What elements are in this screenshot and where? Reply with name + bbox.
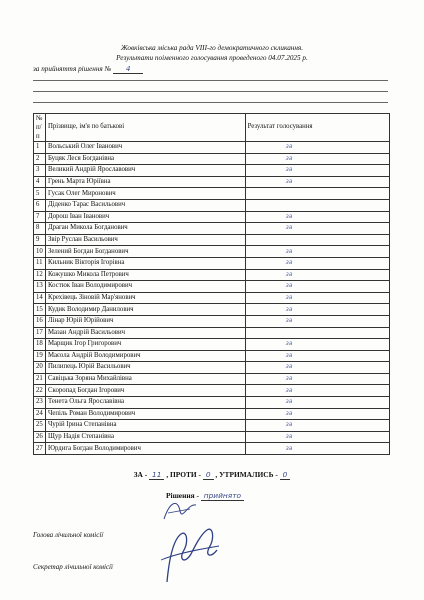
table-row <box>34 408 390 420</box>
council-title: Жовківська міська рада VIII-го демократичного скликання. <box>120 44 304 52</box>
row-number: 9 <box>34 234 46 246</box>
deputy-name: Крехівець Зіновій Мар'янович <box>45 292 245 304</box>
table-row <box>34 246 390 258</box>
row-number: 2 <box>34 153 46 165</box>
row-number: 3 <box>34 165 46 177</box>
secretary-signature <box>155 520 225 590</box>
row-number: 13 <box>34 281 46 293</box>
col-header-result: Результат голосування <box>245 114 389 142</box>
table-row <box>34 269 390 281</box>
za-label: ЗА - <box>133 470 148 479</box>
deputy-name: Юрдига Богдан Володимирович <box>45 443 245 455</box>
deputy-name: Грень Марта Юріївна <box>45 176 245 188</box>
table-header-row <box>34 114 390 142</box>
table-row <box>34 339 390 351</box>
table-row <box>34 362 390 374</box>
decision-number-line <box>33 64 143 74</box>
vote-result: за <box>245 153 389 165</box>
row-number: 19 <box>34 350 46 362</box>
decision-value: прийнято <box>201 491 244 501</box>
deputy-name: Великий Андрій Ярославович <box>45 165 245 177</box>
vote-result: за <box>245 292 389 304</box>
row-number: 24 <box>34 408 46 420</box>
vote-result: за <box>245 176 389 188</box>
za-value: 11 <box>149 470 164 480</box>
vote-result: за <box>245 420 389 432</box>
vote-result: за <box>245 257 389 269</box>
row-number: 12 <box>34 269 46 281</box>
row-number: 14 <box>34 292 46 304</box>
deputy-name: Щур Надія Степанівна <box>45 431 245 443</box>
deputy-name: Буцяк Леся Богданівна <box>45 153 245 165</box>
vote-result <box>245 327 389 339</box>
vote-result <box>245 188 389 200</box>
row-number: 22 <box>34 385 46 397</box>
vote-result: за <box>245 408 389 420</box>
vote-table <box>33 113 390 455</box>
deputy-name: Скоропад Богдан Ігорович <box>45 385 245 397</box>
vote-result: за <box>245 223 389 235</box>
table-row <box>34 199 390 211</box>
proty-value: 0 <box>203 470 214 480</box>
deputy-name: Маєола Андрій Володимирович <box>45 350 245 362</box>
table-row <box>34 315 390 327</box>
deputy-name: Лінар Юрій Юрійович <box>45 315 245 327</box>
deputy-name: Гусак Олег Миронович <box>45 188 245 200</box>
vote-result: за <box>245 281 389 293</box>
decision-number: 4 <box>113 64 143 74</box>
deputy-name: Чепіль Роман Володимирович <box>45 408 245 420</box>
vote-result: за <box>245 246 389 258</box>
table-row <box>34 234 390 246</box>
vote-result: за <box>245 165 389 177</box>
table-row <box>34 327 390 339</box>
table-row <box>34 292 390 304</box>
deputy-name: Марщик Ігор Григорович <box>45 339 245 351</box>
deputy-name: Кожушко Микола Петрович <box>45 269 245 281</box>
row-number: 16 <box>34 315 46 327</box>
vote-result: за <box>245 385 389 397</box>
table-row <box>34 397 390 409</box>
vote-tally <box>0 470 424 479</box>
table-row <box>34 304 390 316</box>
vote-result: за <box>245 350 389 362</box>
deputy-name: Зелений Богдан Богданович <box>45 246 245 258</box>
table-row <box>34 165 390 177</box>
deputy-name: Дорош Іван Іванович <box>45 211 245 223</box>
vote-result: за <box>245 443 389 455</box>
vote-result: за <box>245 339 389 351</box>
row-number: 1 <box>34 142 46 154</box>
table-row <box>34 350 390 362</box>
chair-label: Голова лічильної комісії <box>33 531 104 539</box>
deputy-name: Савіцька Зоряна Михайлівна <box>45 373 245 385</box>
row-number: 4 <box>34 176 46 188</box>
row-number: 8 <box>34 223 46 235</box>
utrym-value: 0 <box>280 470 291 480</box>
table-row <box>34 257 390 269</box>
secretary-label: Секретар лічильної комісії <box>33 563 113 571</box>
row-number: 18 <box>34 339 46 351</box>
table-row <box>34 443 390 455</box>
vote-result: за <box>245 373 389 385</box>
row-number: 6 <box>34 199 46 211</box>
row-number: 5 <box>34 188 46 200</box>
vote-results-title: Результати поіменного голосування проведеного 04.07.2025 р. <box>116 54 308 62</box>
row-number: 26 <box>34 431 46 443</box>
utrym-label: , УТРИМАЛИСЬ - <box>215 470 278 479</box>
row-number: 27 <box>34 443 46 455</box>
deputy-name: Мазан Андрій Васильович <box>45 327 245 339</box>
deputy-name: Тенета Ольга Ярославівна <box>45 397 245 409</box>
table-row <box>34 385 390 397</box>
deputy-name: Костюк Іван Володимирович <box>45 281 245 293</box>
row-number: 15 <box>34 304 46 316</box>
deputy-name: Звір Руслан Васильович <box>45 234 245 246</box>
table-row <box>34 153 390 165</box>
table-row <box>34 188 390 200</box>
row-number: 21 <box>34 373 46 385</box>
row-number: 10 <box>34 246 46 258</box>
deputy-name: Чурій Ірина Степанівна <box>45 420 245 432</box>
table-row <box>34 420 390 432</box>
table-row <box>34 431 390 443</box>
table-row <box>34 373 390 385</box>
vote-result: за <box>245 315 389 327</box>
vote-result: за <box>245 269 389 281</box>
vote-result: за <box>245 142 389 154</box>
vote-result <box>245 199 389 211</box>
blank-line <box>33 102 388 103</box>
decision-label: Рішення - <box>166 491 199 500</box>
col-header-number: № п/п <box>34 114 46 142</box>
vote-result: за <box>245 397 389 409</box>
proty-label: , ПРОТИ - <box>166 470 201 479</box>
deputy-name: Вольський Олег Іванович <box>45 142 245 154</box>
blank-line <box>33 91 388 92</box>
table-row <box>34 211 390 223</box>
col-header-name: Прізвище, ім'я по батькові <box>45 114 245 142</box>
table-row <box>34 281 390 293</box>
blank-line <box>33 80 388 81</box>
vote-result: за <box>245 211 389 223</box>
row-number: 7 <box>34 211 46 223</box>
vote-result: за <box>245 362 389 374</box>
row-number: 11 <box>34 257 46 269</box>
row-number: 25 <box>34 420 46 432</box>
vote-result: за <box>245 304 389 316</box>
row-number: 17 <box>34 327 46 339</box>
vote-result <box>245 234 389 246</box>
deputy-name: Діденко Тарас Васильович <box>45 199 245 211</box>
table-row <box>34 142 390 154</box>
deputy-name: Кильник Вікторія Ігорівна <box>45 257 245 269</box>
deputy-name: Пилипець Юрій Васильович <box>45 362 245 374</box>
table-row <box>34 223 390 235</box>
decision-number-prefix: за прийняття рішення № <box>33 65 112 73</box>
deputy-name: Драган Микола Богданович <box>45 223 245 235</box>
row-number: 20 <box>34 362 46 374</box>
vote-result: за <box>245 431 389 443</box>
table-row <box>34 176 390 188</box>
deputy-name: Кудик Володимир Данилович <box>45 304 245 316</box>
row-number: 23 <box>34 397 46 409</box>
